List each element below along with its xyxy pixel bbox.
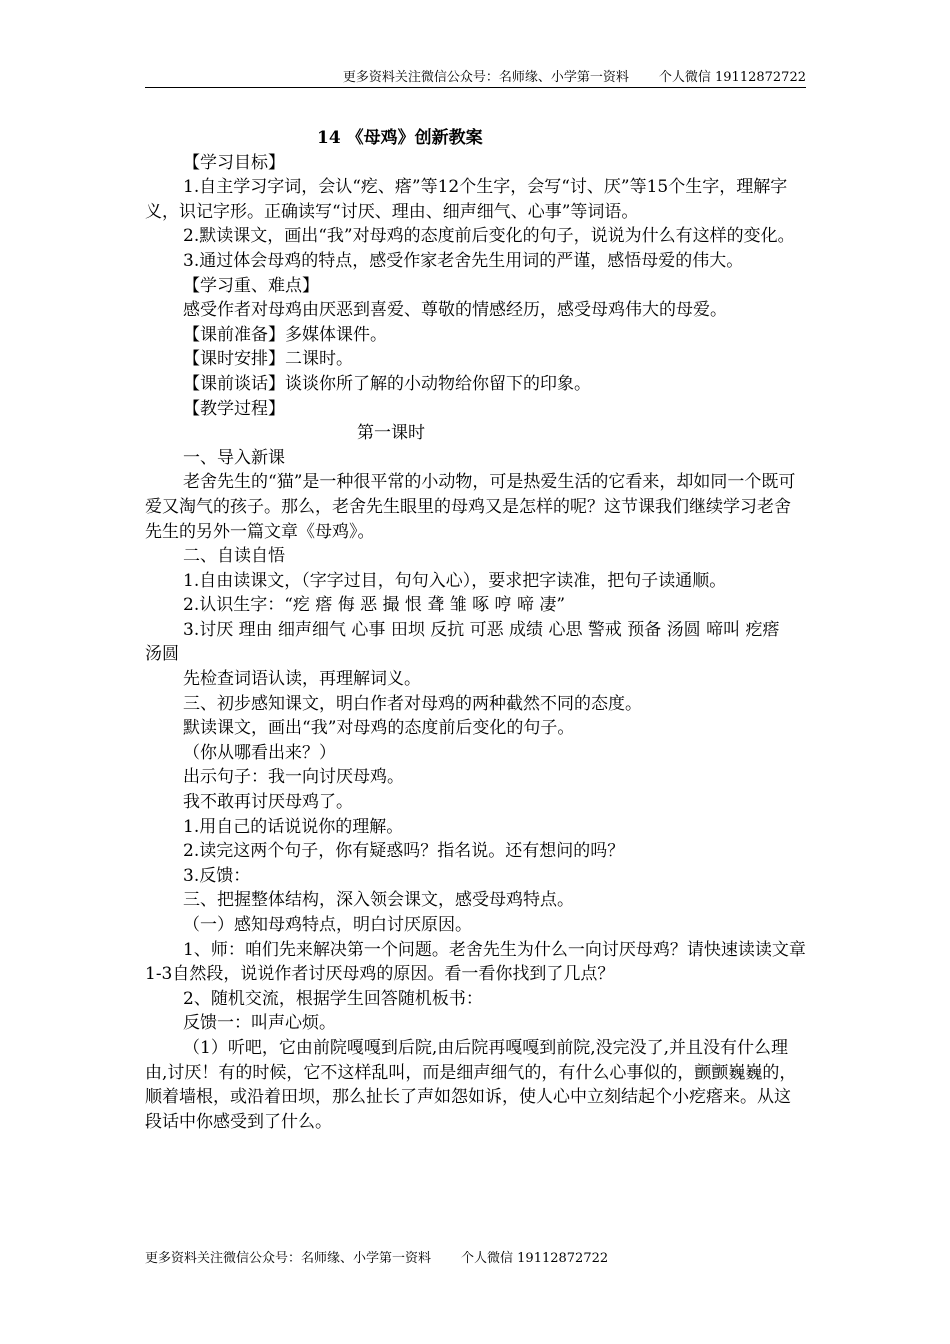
paragraph: 老舍先生的“猫”是一种很平常的小动物，可是热爱生活的它看来，却如同一个既可爱又淘气的孩子。那么，老舍先生眼里的母鸡又是怎样的呢？这节课我们继续学习老舍先生的另外一篇文章《母鸡》。 xyxy=(145,472,796,542)
paragraph: 【课前谈话】谈谈你所了解的小动物给你留下的印象。 xyxy=(183,373,591,394)
lesson-heading: 第一课时 xyxy=(357,423,425,444)
paragraph: （一）感知母鸡特点，明白讨厌原因。 xyxy=(183,915,472,935)
paragraph: 3.反馈： xyxy=(183,865,251,886)
paragraph: 【课前准备】多媒体课件。 xyxy=(183,324,387,345)
paragraph: 三、初步感知课文，明白作者对母鸡的两种截然不同的态度。 xyxy=(183,693,642,714)
paragraph: 2.读完这两个句子，你有疑惑吗？指名说。还有想问的吗？ xyxy=(183,841,625,862)
page-footer xyxy=(145,1247,608,1266)
header-wechat: 个人微信 19112872722 xyxy=(658,70,806,85)
page-header xyxy=(145,66,806,85)
paragraph: 1.自由读课文，（字字过目，句句入心），要求把字读准，把句子读通顺。 xyxy=(183,570,727,591)
section-heading: 【学习目标】 xyxy=(183,152,285,173)
header-text: 更多资料关注微信公众号：名师缘、小学第一资料 xyxy=(342,70,629,85)
paragraph: 默读课文，画出“我”对母鸡的态度前后变化的句子。 xyxy=(183,718,575,739)
paragraph: （1）听吧，它由前院嘎嘎到后院,由后院再嘎嘎到前院,没完没了,并且没有什么理由,讨厌！有的时候，它不这样乱叫，而是细声细气的，有什么心事似的，颤颤巍巍的，顺着墙根，或沿着田坝，那么扯长了声如怨如诉，使人心中立刻结起个小疙瘩来。从这段话中你感受到了什么。 xyxy=(145,1037,797,1132)
paragraph: 一、导入新课 xyxy=(183,447,285,468)
paragraph: 【课时安排】二课时。 xyxy=(183,349,353,370)
paragraph: 三、把握整体结构，深入领会课文，感受母鸡特点。 xyxy=(183,890,574,911)
paragraph: （你从哪看出来？） xyxy=(183,742,336,763)
footer-wechat: 个人微信 19112872722 xyxy=(461,1251,609,1266)
paragraph: 1.自主学习字词，会认“疙、瘩”等12个生字，会写“讨、厌”等15个生字，理解字义，识记字形。正确读写“讨厌、理由、细声细气、心事”等词语。 xyxy=(145,177,788,222)
paragraph: 2、随机交流，根据学生回答随机板书： xyxy=(183,988,483,1009)
document-title: 14 《母鸡》创新教案 xyxy=(317,128,483,148)
paragraph: 2.默读课文，画出“我”对母鸡的态度前后变化的句子，说说为什么有这样的变化。 xyxy=(183,226,795,247)
paragraph: 1、师：咱们先来解决第一个问题。老舍先生为什么一向讨厌母鸡？请快速读读文章1-3自然段，说说作者讨厌母鸡的原因。看一看你找到了几点？ xyxy=(145,939,806,985)
footer-text: 更多资料关注微信公众号：名师缘、小学第一资料 xyxy=(145,1251,432,1266)
paragraph: 出示句子：我一向讨厌母鸡。 xyxy=(183,767,404,788)
paragraph: 感受作者对母鸡由厌恶到喜爱、尊敬的情感经历，感受母鸡伟大的母爱。 xyxy=(183,300,727,321)
paragraph: 先检查词语认读，再理解词义。 xyxy=(183,669,421,690)
section-heading: 【教学过程】 xyxy=(183,398,285,419)
paragraph: 2.认识生字：“疙 瘩 侮 恶 撮 恨 聋 雏 啄 哼 啼 凄” xyxy=(183,595,566,616)
section-heading: 【学习重、难点】 xyxy=(183,275,319,296)
paragraph: 二、自读自悟 xyxy=(183,546,285,567)
paragraph: 我不敢再讨厌母鸡了。 xyxy=(183,792,353,813)
paragraph: 反馈一：叫声心烦。 xyxy=(183,1013,336,1034)
paragraph: 1.用自己的话说说你的理解。 xyxy=(183,816,404,837)
paragraph: 3.通过体会母鸡的特点，感受作家老舍先生用词的严谨，感悟母爱的伟大。 xyxy=(183,250,744,271)
paragraph: 3.讨厌 理由 细声细气 心事 田坝 反抗 可恶 成绩 心思 警戒 预备 汤圆 啼叫 疙瘩 汤圆 xyxy=(145,619,797,665)
header-rule xyxy=(145,87,806,88)
document-body xyxy=(145,126,807,1134)
